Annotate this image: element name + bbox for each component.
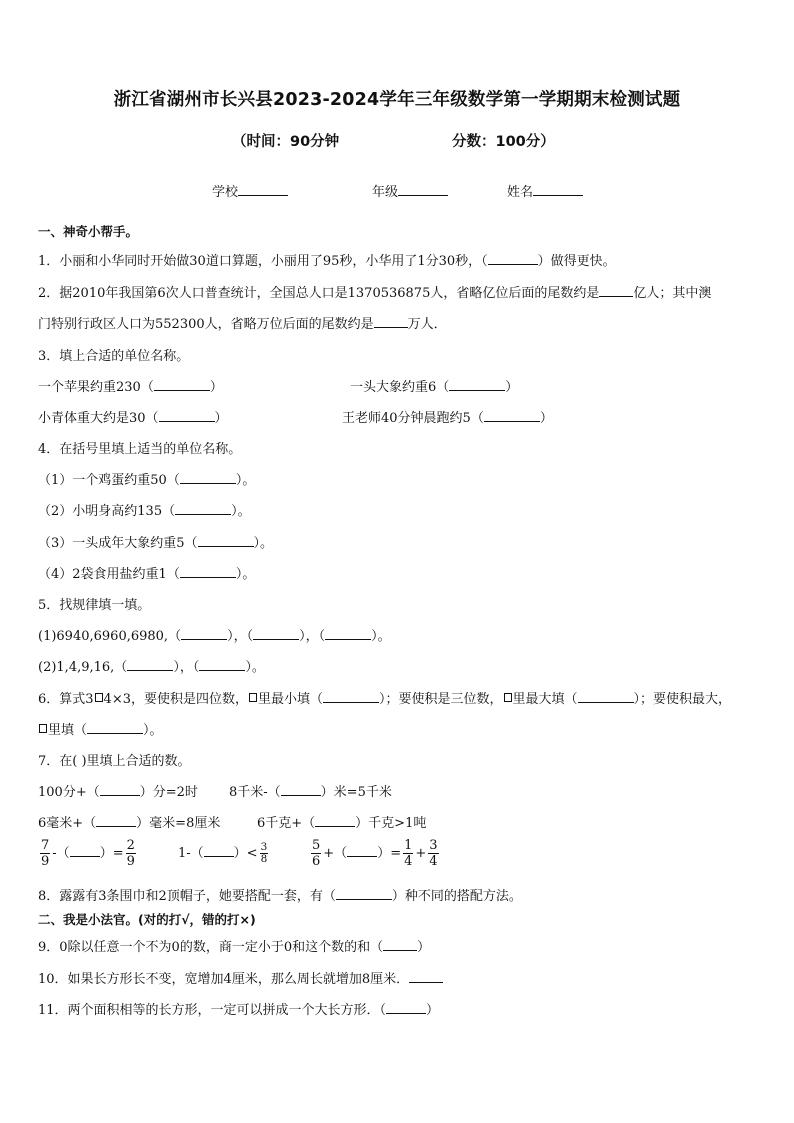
box-symbol <box>95 693 103 702</box>
question-3-item-2: 一头大象约重6（ ） <box>350 380 519 395</box>
page-title: 浙江省湖州市长兴县2023-2024学年三年级数学第一学期期末检测试题 <box>113 90 681 110</box>
question-8: 8．露露有3条围巾和2顶帽子，她要搭配一套，有（ ）种不同的搭配方法。 <box>38 889 522 904</box>
answer-blank[interactable] <box>253 627 299 640</box>
question-7-item-2: 8千米-（ ）米=5千米 <box>229 785 392 800</box>
name-blank[interactable] <box>533 182 583 196</box>
question-4-item-3: （3）一头成年大象约重5（ ）。 <box>38 536 274 551</box>
question-7-item-4: 6千克+（ ）千克>1吨 <box>257 816 427 831</box>
question-5-item-1: (1)6940,6960,6980,（ ），（ ），（ ）。 <box>38 629 391 644</box>
answer-blank[interactable] <box>347 844 377 857</box>
fraction: $\frac{1}{4}$ <box>404 838 413 869</box>
answer-blank[interactable] <box>181 627 227 640</box>
question-11: 11．两个面积相等的长方形，一定可以拼成一个大长方形．（ ） <box>38 1003 440 1018</box>
fraction: $\frac{2}{9}$ <box>126 838 135 869</box>
answer-blank[interactable] <box>175 502 231 515</box>
question-4-item-1: （1）一个鸡蛋约重50（ ）。 <box>38 473 256 488</box>
exam-score: 分数：100分） <box>452 134 555 150</box>
answer-blank[interactable] <box>449 378 505 391</box>
answer-blank[interactable] <box>315 814 355 827</box>
question-10: 10．如果长方形长不变，宽增加4厘米，那么周长就增加8厘米． <box>38 968 443 987</box>
question-6-line-2: 里填（ ）。 <box>38 719 163 738</box>
answer-blank[interactable] <box>70 844 100 857</box>
answer-blank[interactable] <box>180 565 236 578</box>
answer-blank[interactable] <box>409 970 443 983</box>
question-3-item-4: 王老师40分钟晨跑约5（ ） <box>342 411 553 426</box>
school-blank[interactable] <box>238 182 288 196</box>
grade-blank[interactable] <box>398 182 448 196</box>
question-3: 3．填上合适的单位名称。 <box>38 349 190 364</box>
question-2-line-2: 门特别行政区人口为552300人，省略万位后面的尾数约是 万人． <box>38 317 447 332</box>
question-4-item-2: （2）小明身高约135（ ）。 <box>38 504 251 519</box>
fraction: $\frac{3}{8}$ <box>260 841 268 865</box>
answer-blank[interactable] <box>484 409 540 422</box>
question-5: 5．找规律填一填。 <box>38 598 151 613</box>
exam-time: （时间：90分钟 <box>232 134 340 150</box>
box-symbol <box>39 724 47 733</box>
answer-blank[interactable] <box>198 534 254 547</box>
question-5-item-2: (2)1,4,9,16,（ ），（ ）。 <box>38 660 265 675</box>
school-label: 学校 <box>212 185 239 200</box>
answer-blank[interactable] <box>325 627 371 640</box>
box-symbol <box>504 693 512 702</box>
answer-blank[interactable] <box>578 690 634 703</box>
answer-blank[interactable] <box>336 887 392 900</box>
answer-blank[interactable] <box>199 658 245 671</box>
answer-blank[interactable] <box>599 284 633 297</box>
section-heading-1: 一、神奇小帮手。 <box>38 224 139 239</box>
question-4: 4．在括号里填上适当的单位名称。 <box>38 442 242 457</box>
school-field <box>212 181 288 200</box>
box-symbol <box>249 693 257 702</box>
question-7-fraction-2: 1-（ ）< $\frac{3}{8}$ <box>178 841 268 865</box>
question-3-item-3: 小青体重大约是30（ ） <box>38 411 228 426</box>
answer-blank[interactable] <box>204 844 234 857</box>
grade-field <box>372 181 448 200</box>
fraction: $\frac{7}{9}$ <box>41 838 50 869</box>
question-9: 9．0除以任意一个不为0的数，商一定小于0和这个数的和（ ） <box>38 940 431 955</box>
question-7-fraction-1: $\frac{7}{9}$ -（ ）= $\frac{2}{9}$ <box>41 838 135 869</box>
question-7-fraction-3: $\frac{5}{6}$ +（ ）= $\frac{1}{4}$ + $\frac{3}{4}$ <box>312 838 438 869</box>
section-heading-2: 二、我是小法官。(对的打√，错的打×) <box>38 912 256 927</box>
question-7-item-1: 100分+（ ）分=2时 <box>38 785 198 800</box>
question-7-item-3: 6毫米+（ ）毫米=8厘米 <box>38 816 221 831</box>
answer-blank[interactable] <box>180 471 236 484</box>
answer-blank[interactable] <box>127 658 173 671</box>
answer-blank[interactable] <box>100 783 140 796</box>
answer-blank[interactable] <box>323 690 379 703</box>
answer-blank[interactable] <box>154 378 210 391</box>
answer-blank[interactable] <box>383 938 417 951</box>
answer-blank[interactable] <box>96 814 136 827</box>
fraction: $\frac{3}{4}$ <box>429 838 438 869</box>
answer-blank[interactable] <box>159 409 215 422</box>
question-2-line-1: 2．据2010年我国第6次人口普查统计，全国总人口是1370536875人，省略亿位后面的尾数约是 亿人；其中澳 <box>38 286 712 301</box>
grade-label: 年级 <box>372 185 399 200</box>
question-6-line-1: 6．算式3 4×3，要使积是四位数， 里最小填（ ）；要使积是三位数， 里最大填（ ）；要使积最大， <box>38 692 732 707</box>
name-label: 姓名 <box>507 185 534 200</box>
name-field <box>507 181 583 200</box>
answer-blank[interactable] <box>374 315 408 328</box>
question-7: 7．在( )里填上合适的数。 <box>38 754 191 769</box>
question-4-item-4: （4）2袋食用盐约重1（ ）。 <box>38 567 256 582</box>
answer-blank[interactable] <box>281 783 321 796</box>
question-3-item-1: 一个苹果约重230（ ） <box>38 380 223 395</box>
answer-blank[interactable] <box>386 1001 426 1014</box>
answer-blank[interactable] <box>488 252 538 265</box>
fraction: $\frac{5}{6}$ <box>312 838 321 869</box>
answer-blank[interactable] <box>87 721 143 734</box>
question-1: 1．小丽和小华同时开始做30道口算题，小丽用了95秒，小华用了1分30秒，（ ）做得更快。 <box>38 254 616 269</box>
